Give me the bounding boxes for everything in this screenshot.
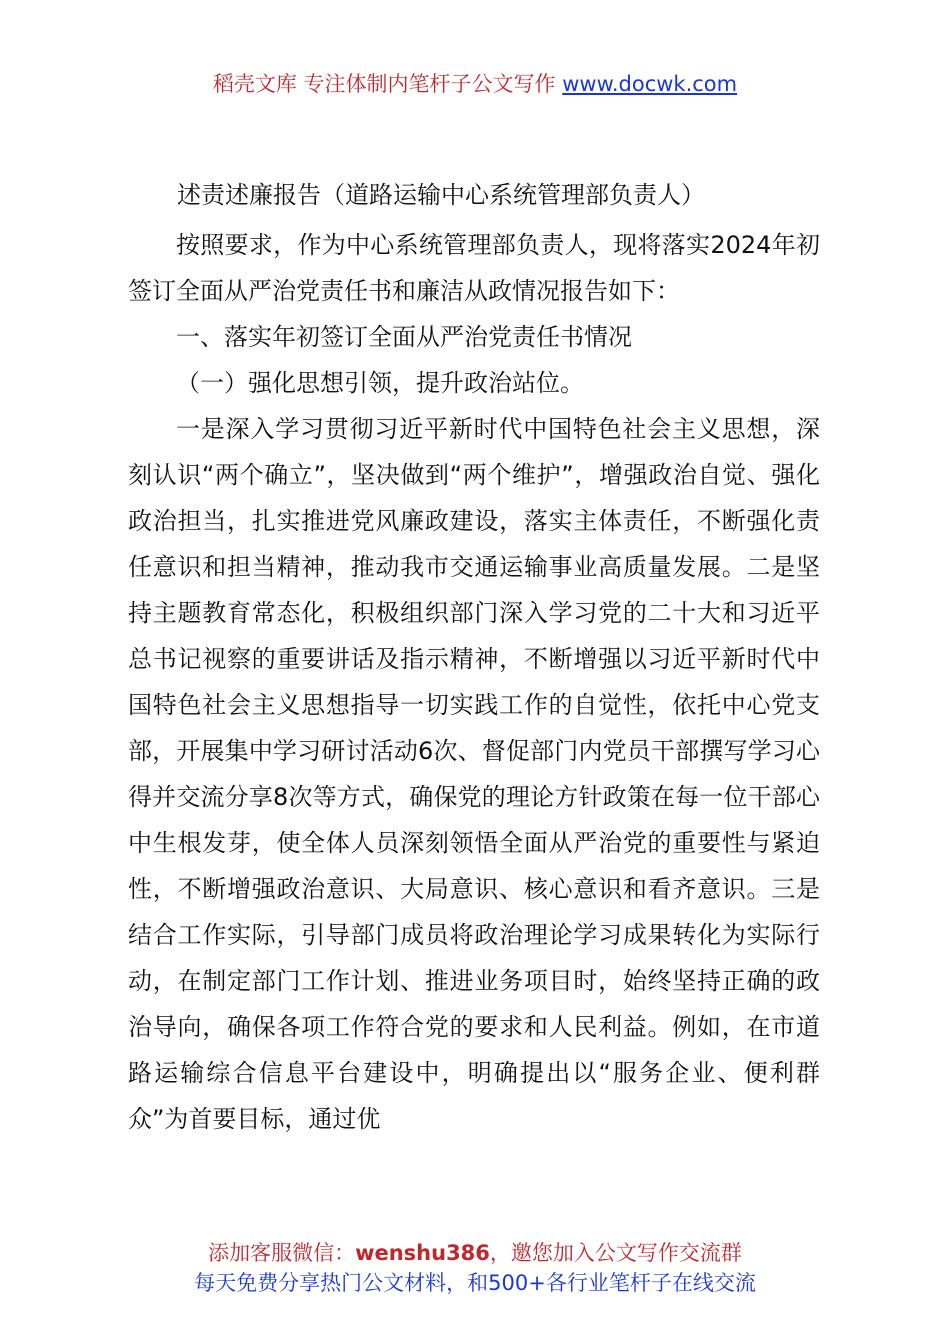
- section-heading: 一、落实年初签订全面从严治党责任书情况: [176, 323, 632, 351]
- wechat-id: wenshu386: [355, 1241, 490, 1265]
- intro-paragraph: 按照要求，作为中心系统管理部负责人，现将落实2024年初签订全面从严治党责任书和廉洁从政情况报告如下：: [128, 231, 820, 305]
- document-title: 述责述廉报告（道路运输中心系统管理部负责人）: [177, 181, 705, 209]
- site-name: 稻壳文库 专注体制内笔杆子公文写作: [212, 72, 556, 96]
- body-paragraph: 一是深入学习贯彻习近平新时代中国特色社会主义思想，深刻认识“两个确立”，坚决做到“两个维护”，增强政治自觉、强化政治担当，扎实推进党风廉政建设，落实主体责任，不断强化责任意识和担当精神，推动我市交通运输事业高质量发展。二是坚持主题教育常态化，积极组织部门深入学习党的二十大和习近平总书记视察的重要讲话及指示精神，不断增强以习近平新时代中国特色社会主义思想指导一切实践工作的自觉性，依托中心党支部，开展集中学习研讨活动6次、督促部门内党员干部撰写学习心得并交流分享8次等方式，确保党的理论方针政策在每一位干部心中生根发芽，使全体人员深刻领悟全面从严治党的重要性与紧迫性，不断增强政治意识、大局意识、核心意识和看齐意识。三是结合工作实际，引导部门成员将政治理论学习成果转化为实际行动，在制定部门工作计划、推进业务项目时，始终坚持正确的政治导向，确保各项工作符合党的要求和人民利益。例如，在市道路运输综合信息平台建设中，明确提出以“服务企业、便利群众”为首要目标，通过优: [128, 415, 820, 1133]
- subsection-heading: （一）强化思想引领，提升政治站位。: [176, 369, 584, 397]
- footer-promo-line: 每天免费分享热门公文材料，和500+各行业笔杆子在线交流: [194, 1271, 756, 1295]
- footer-contact-line: [0, 1238, 950, 1268]
- footer-contact-prefix: 添加客服微信：: [208, 1241, 356, 1265]
- footer-contact-suffix: ，邀您加入公文写作交流群: [489, 1241, 742, 1265]
- page-header: [0, 68, 950, 100]
- document-body: [128, 222, 820, 1142]
- site-url-link[interactable]: www.docwk.com: [562, 72, 738, 96]
